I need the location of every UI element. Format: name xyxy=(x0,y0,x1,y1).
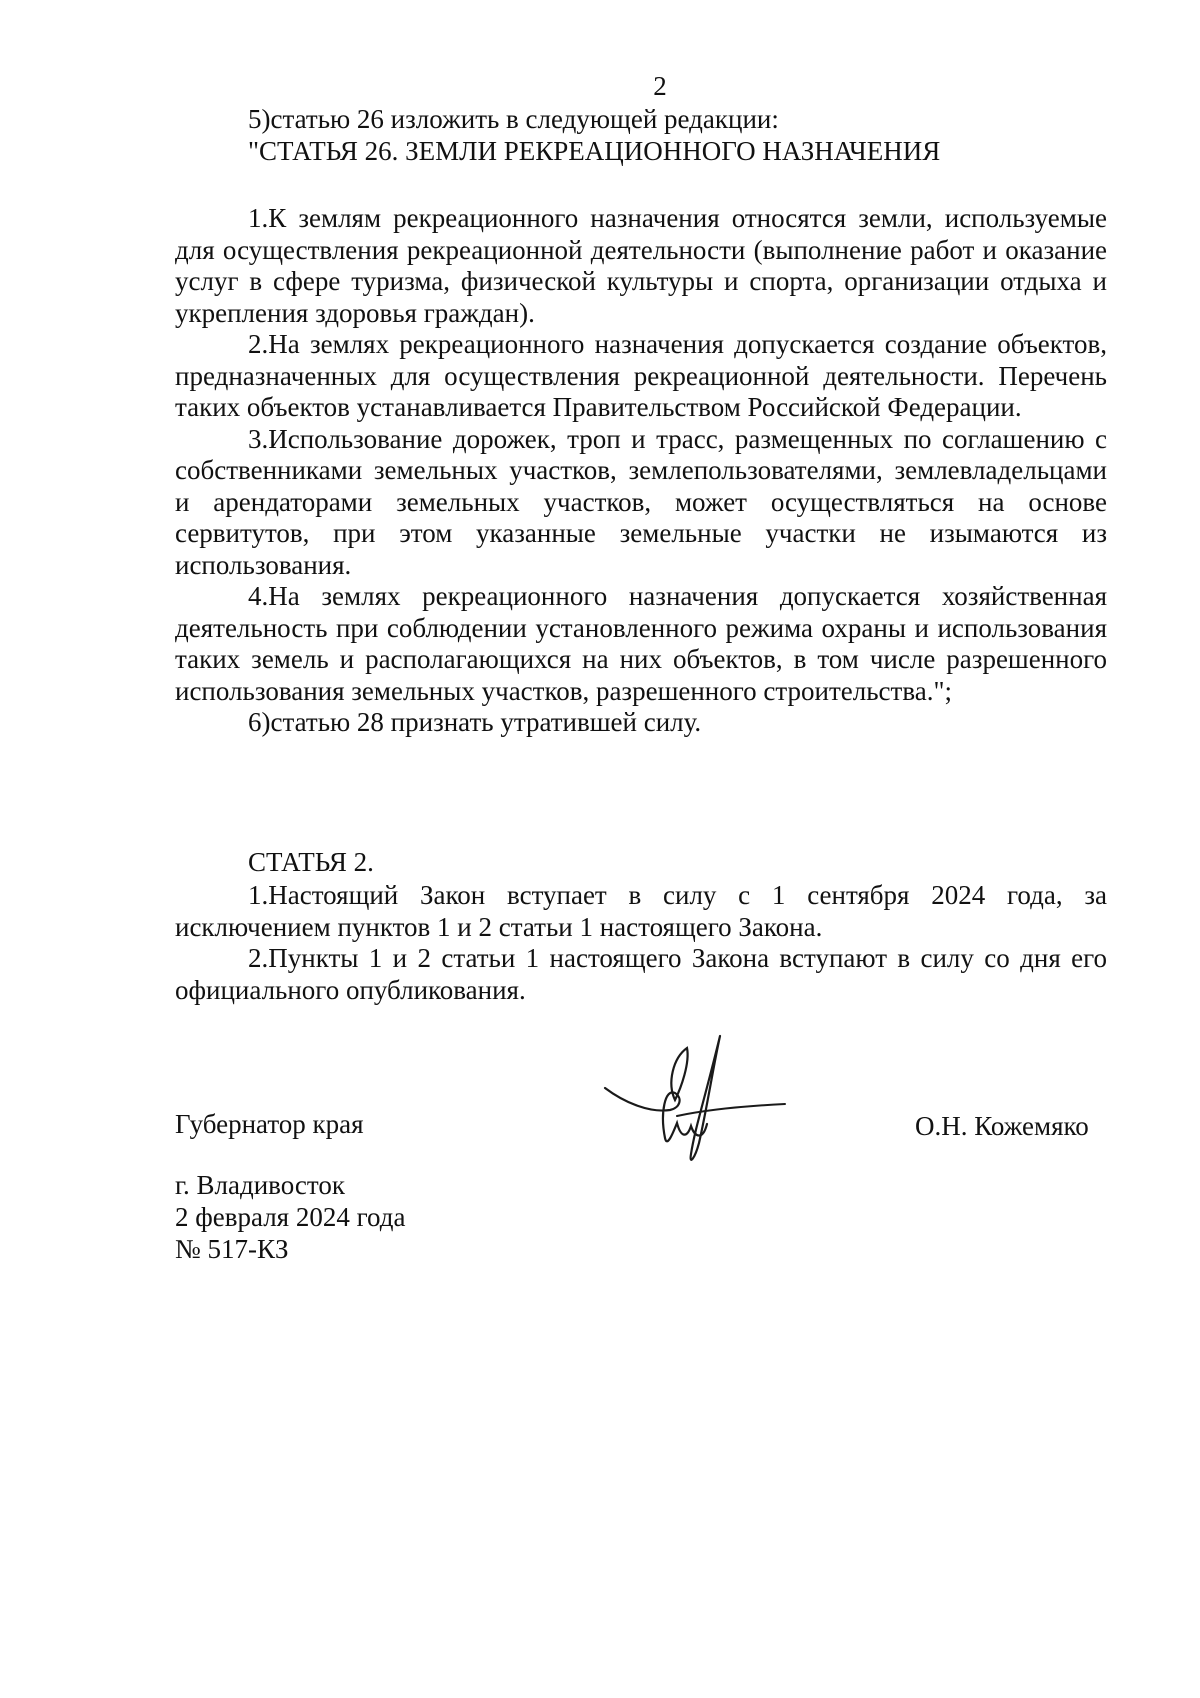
article-2-paragraph-2: 2.Пункты 1 и 2 статьи 1 настоящего Закона вступают в силу со дня его официального опубликования. xyxy=(175,943,1107,1005)
handwritten-signature xyxy=(595,1028,795,1168)
amendment-5-intro: 5)статью 26 изложить в следующей редакции: xyxy=(248,104,779,134)
date-line: 2 февраля 2024 года xyxy=(175,1202,406,1232)
amendment-6-paragraph: 6)статью 28 признать утратившей силу. xyxy=(248,707,702,737)
article-26-paragraph-1: 1.К землям рекреационного назначения относятся земли, используемые для осуществления рекреационной деятельности (выполнение работ и оказание услуг в сфере туризма, физической культуры и спорта, организации отдыха и укрепления здоровья граждан). xyxy=(175,203,1107,328)
article-2-heading: СТАТЬЯ 2. xyxy=(248,847,374,877)
article-26-paragraph-3: 3.Использование дорожек, троп и трасс, размещенных по соглашению с собственниками земельных участков, землепользователями, землевладельцами и арендаторами земельных участков, может осуществляться на основе сервитутов, при этом указанные земельные участки не изымаются из использования. xyxy=(175,423,1107,580)
article-26-title: "СТАТЬЯ 26. ЗЕМЛИ РЕКРЕАЦИОННОГО НАЗНАЧЕНИЯ xyxy=(248,136,941,166)
article-26-body xyxy=(175,203,1107,739)
article-26-paragraph-4: 4.На землях рекреационного назначения допускается хозяйственная деятельность при соблюдении установленного режима охраны и использования таких земель и располагающихся на них объектов, в том числе разрешенного использования земельных участков, разрешенного строительства."; xyxy=(175,581,1107,706)
article-2-body xyxy=(175,880,1107,1006)
law-number: № 517-КЗ xyxy=(175,1234,289,1264)
signatory-title: Губернатор края xyxy=(175,1109,364,1139)
document-meta xyxy=(175,1169,405,1265)
signatory-name: О.Н. Кожемяко xyxy=(915,1111,1089,1141)
article-26-paragraph-2: 2.На землях рекреационного назначения допускается создание объектов, предназначенных для осуществления рекреационной деятельности. Перечень таких объектов устанавливается Правительством Российской Федерации. xyxy=(175,329,1107,422)
article-2-paragraph-1: 1.Настоящий Закон вступает в силу с 1 сентября 2024 года, за исключением пунктов 1 и 2 статьи 1 настоящего Закона. xyxy=(175,880,1107,942)
place-line: г. Владивосток xyxy=(175,1170,345,1200)
page-number: 2 xyxy=(653,71,667,101)
